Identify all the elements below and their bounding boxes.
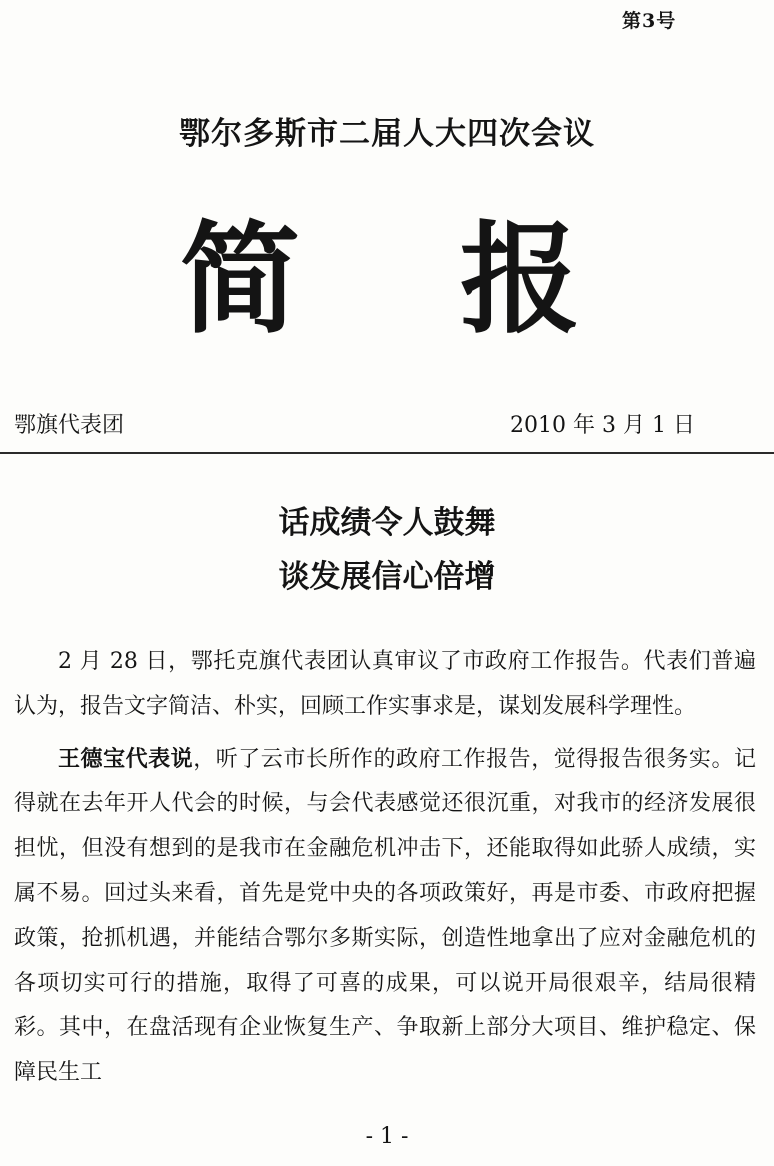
headline-line-2: 谈发展信心倍增 [278,559,496,595]
speaker-name: 王德宝代表说 [58,746,194,772]
header-divider [0,452,774,454]
paragraph-speaker [14,738,756,1096]
article-body [14,640,756,1104]
delegation-name: 鄂旗代表团 [14,413,125,438]
headline-line-1: 话成绩令人鼓舞 [278,505,496,541]
speaker-remarks: ，听了云市长所作的政府工作报告，觉得报告很务实。记得就在去年开人代会的时候，与会代表感觉还很沉重，对我市的经济发展很担忧，但没有想到的是我市在金融危机冲击下，还能取得如此骄人成绩，实属不易。回过头来看，首先是党中央的各项政策好，再是市委、市政府把握政策，抢抓机遇，并能结合鄂尔多斯实际，创造性地拿出了应对金融危机的各项切实可行的措施，取得了可喜的成果，可以说开局很艰辛，结局很精彩。其中，在盘活现有企业恢复生产、争取新上部分大项目、维护稳定、保障民生工 [14,746,756,1086]
page-number: - 1 - [365,1124,409,1149]
masthead-char-1: 简 [180,209,300,350]
meeting-title: 鄂尔多斯市二届人大四次会议 [179,116,595,152]
masthead-title [180,209,580,350]
issue-number: 第3号 [622,10,677,32]
masthead-char-2: 报 [460,209,580,350]
paragraph-intro: 2 月 28 日，鄂托克旗代表团认真审议了市政府工作报告。代表们普遍认为，报告文字简洁、朴实，回顾工作实事求是，谋划发展科学理性。 [14,649,756,719]
issue-date: 2010 年 3 月 1 日 [510,413,695,438]
